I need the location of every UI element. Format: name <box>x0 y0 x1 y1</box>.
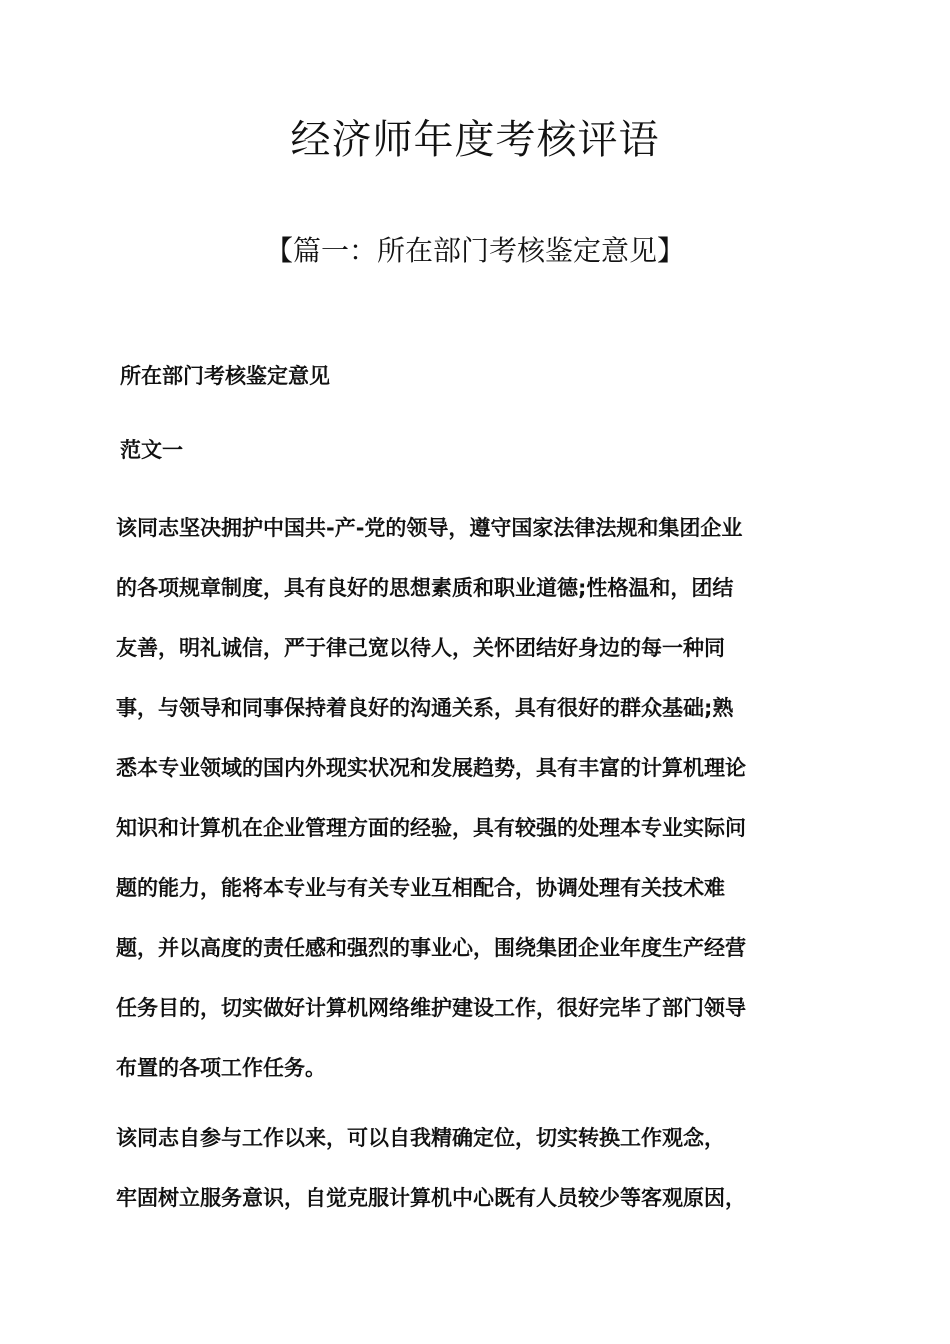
document-title: 经济师年度考核评语 <box>290 117 660 163</box>
paragraph-line: 布置的各项工作任务。 <box>116 1056 326 1080</box>
paragraph-line: 任务目的，切实做好计算机网络维护建设工作，很好完毕了部门领导 <box>116 996 746 1020</box>
paragraph-line: 友善，明礼诚信，严于律己宽以待人，关怀团结好身边的每一种同 <box>116 636 725 660</box>
paragraph-line: 事，与领导和同事保持着良好的沟通关系，具有很好的群众基础;熟 <box>116 696 734 720</box>
sample-label: 范文一 <box>120 438 183 462</box>
paragraph-line: 题的能力，能将本专业与有关专业互相配合，协调处理有关技术难 <box>116 876 725 900</box>
paragraph-line: 悉本专业领域的国内外现实状况和发展趋势，具有丰富的计算机理论 <box>116 756 746 780</box>
paragraph-line: 的各项规章制度，具有良好的思想素质和职业道德;性格温和，团结 <box>116 576 734 600</box>
paragraph-line: 牢固树立服务意识，自觉克服计算机中心既有人员较少等客观原因， <box>116 1186 746 1210</box>
section-title: 【篇一：所在部门考核鉴定意见】 <box>264 234 685 267</box>
paragraph-line: 题，并以高度的责任感和强烈的事业心，围绕集团企业年度生产经营 <box>116 936 746 960</box>
paragraph-1 <box>116 498 838 1098</box>
paragraph-line: 知识和计算机在企业管理方面的经验，具有较强的处理本专业实际问 <box>116 816 746 840</box>
subheading: 所在部门考核鉴定意见 <box>120 364 330 388</box>
paragraph-2 <box>116 1108 838 1228</box>
paragraph-line: 该同志自参与工作以来，可以自我精确定位，切实转换工作观念， <box>116 1126 725 1150</box>
paragraph-line: 该同志坚决拥护中国共-产-党的领导，遵守国家法律法规和集团企业 <box>116 516 743 540</box>
